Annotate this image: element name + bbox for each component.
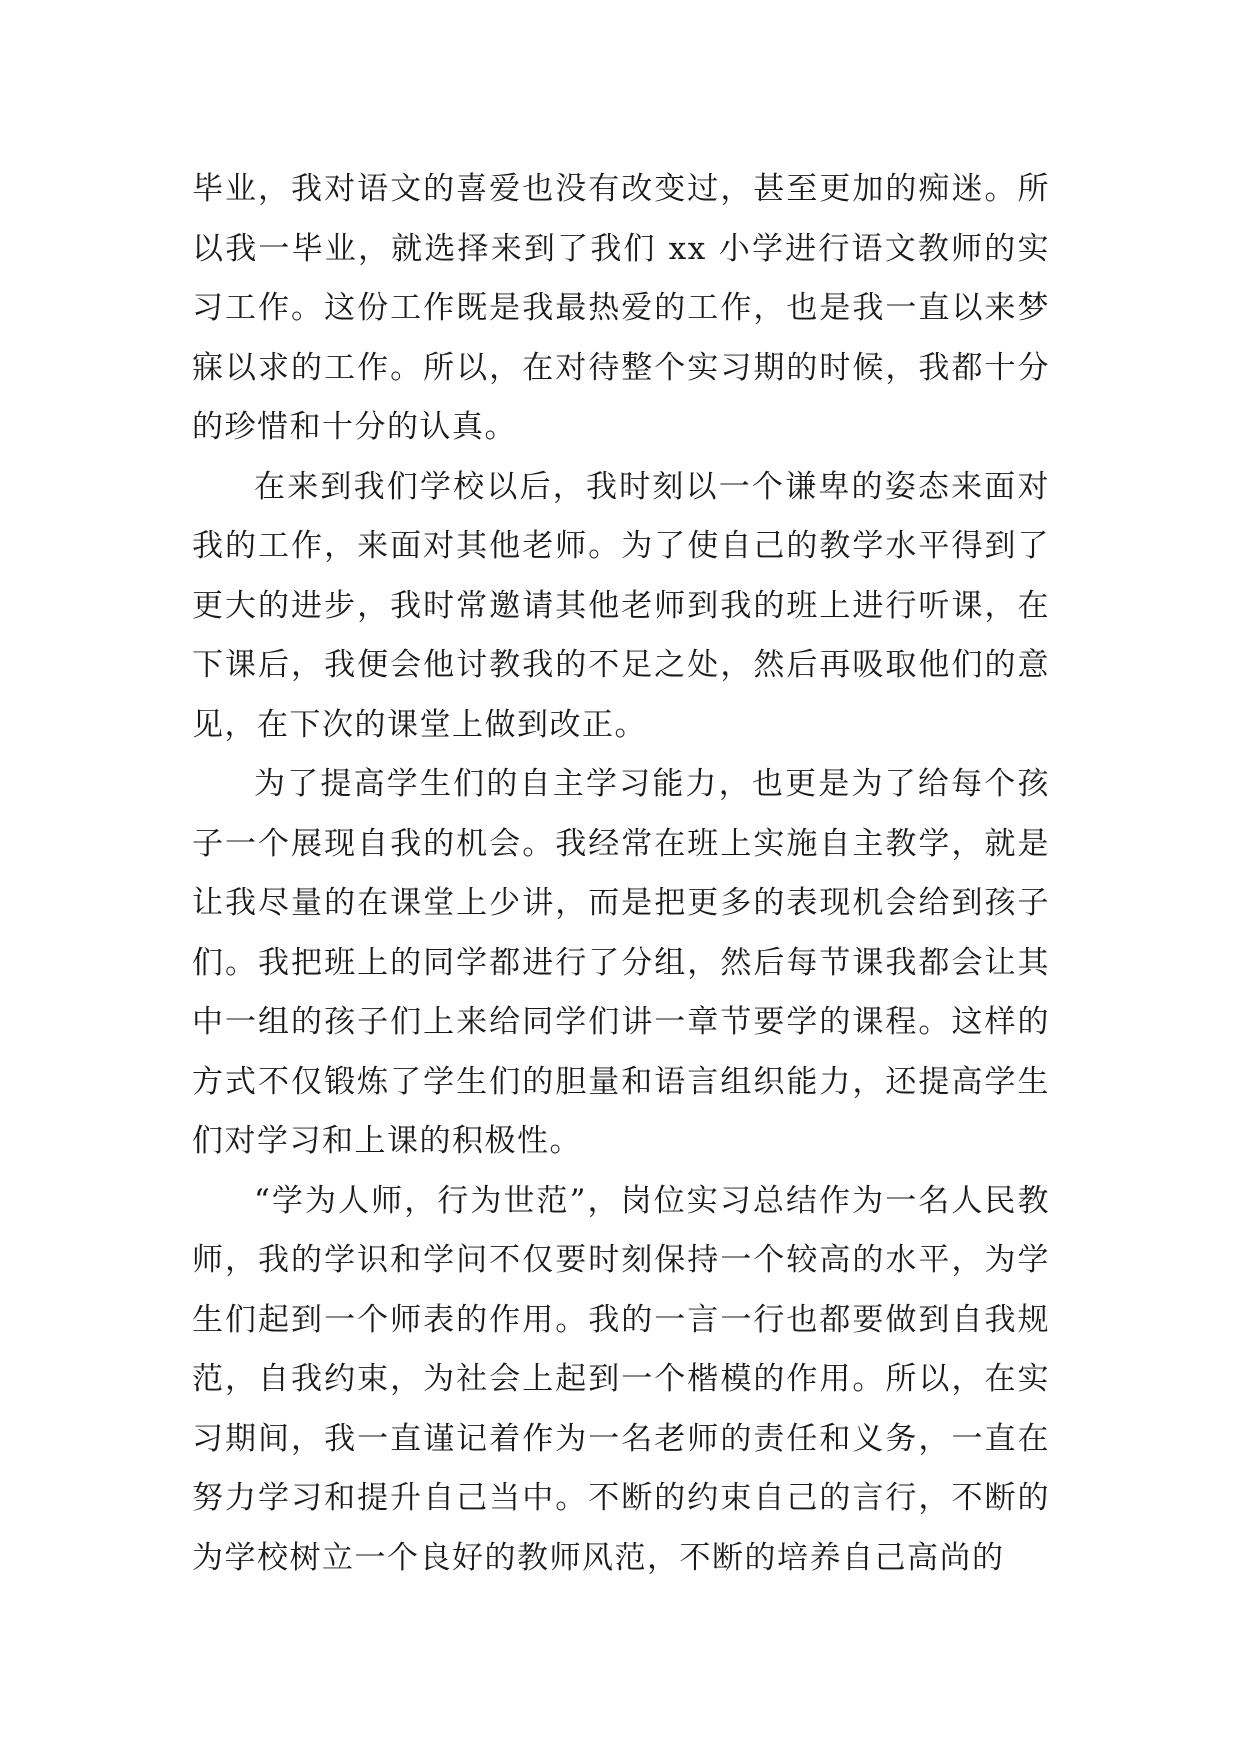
body-text [192, 160, 1050, 1588]
paragraph-3: 为了提高学生们的自主学习能力，也更是为了给每个孩子一个展现自我的机会。我经常在班上实施自主教学，就是让我尽量的在课堂上少讲，而是把更多的表现机会给到孩子们。我把班上的同学都进行了分组，然后每节课我都会让其中一组的孩子们上来给同学们讲一章节要学的课程。这样的方式不仅锻炼了学生们的胆量和语言组织能力，还提高学生们对学习和上课的积极性。 [192, 766, 1050, 1159]
paragraph-4: “学为人师，行为世范”，岗位实习总结作为一名人民教师，我的学识和学问不仅要时刻保持一个较高的水平，为学生们起到一个师表的作用。我的一言一行也都要做到自我规范，自我约束，为社会上起到一个楷模的作用。所以，在实习期间，我一直谨记着作为一名老师的责任和义务，一直在努力学习和提升自己当中。不断的约束自己的言行，不断的为学校树立一个良好的教师风范，不断的培养自己高尚的 [192, 1182, 1050, 1576]
paragraph-1: 毕业，我对语文的喜爱也没有改变过，甚至更加的痴迷。所以我一毕业，就选择来到了我们 xx 小学进行语文教师的实习工作。这份工作既是我最热爱的工作，也是我一直以来梦寐以求的工作。所以，在对待整个实习期的时候，我都十分的珍惜和十分的认真。 [192, 171, 1050, 445]
paragraph-2: 在来到我们学校以后，我时刻以一个谦卑的姿态来面对我的工作，来面对其他老师。为了使自己的教学水平得到了更大的进步，我时常邀请其他老师到我的班上进行听课，在下课后，我便会他讨教我的不足之处，然后再吸取他们的意见，在下次的课堂上做到改正。 [192, 468, 1050, 743]
